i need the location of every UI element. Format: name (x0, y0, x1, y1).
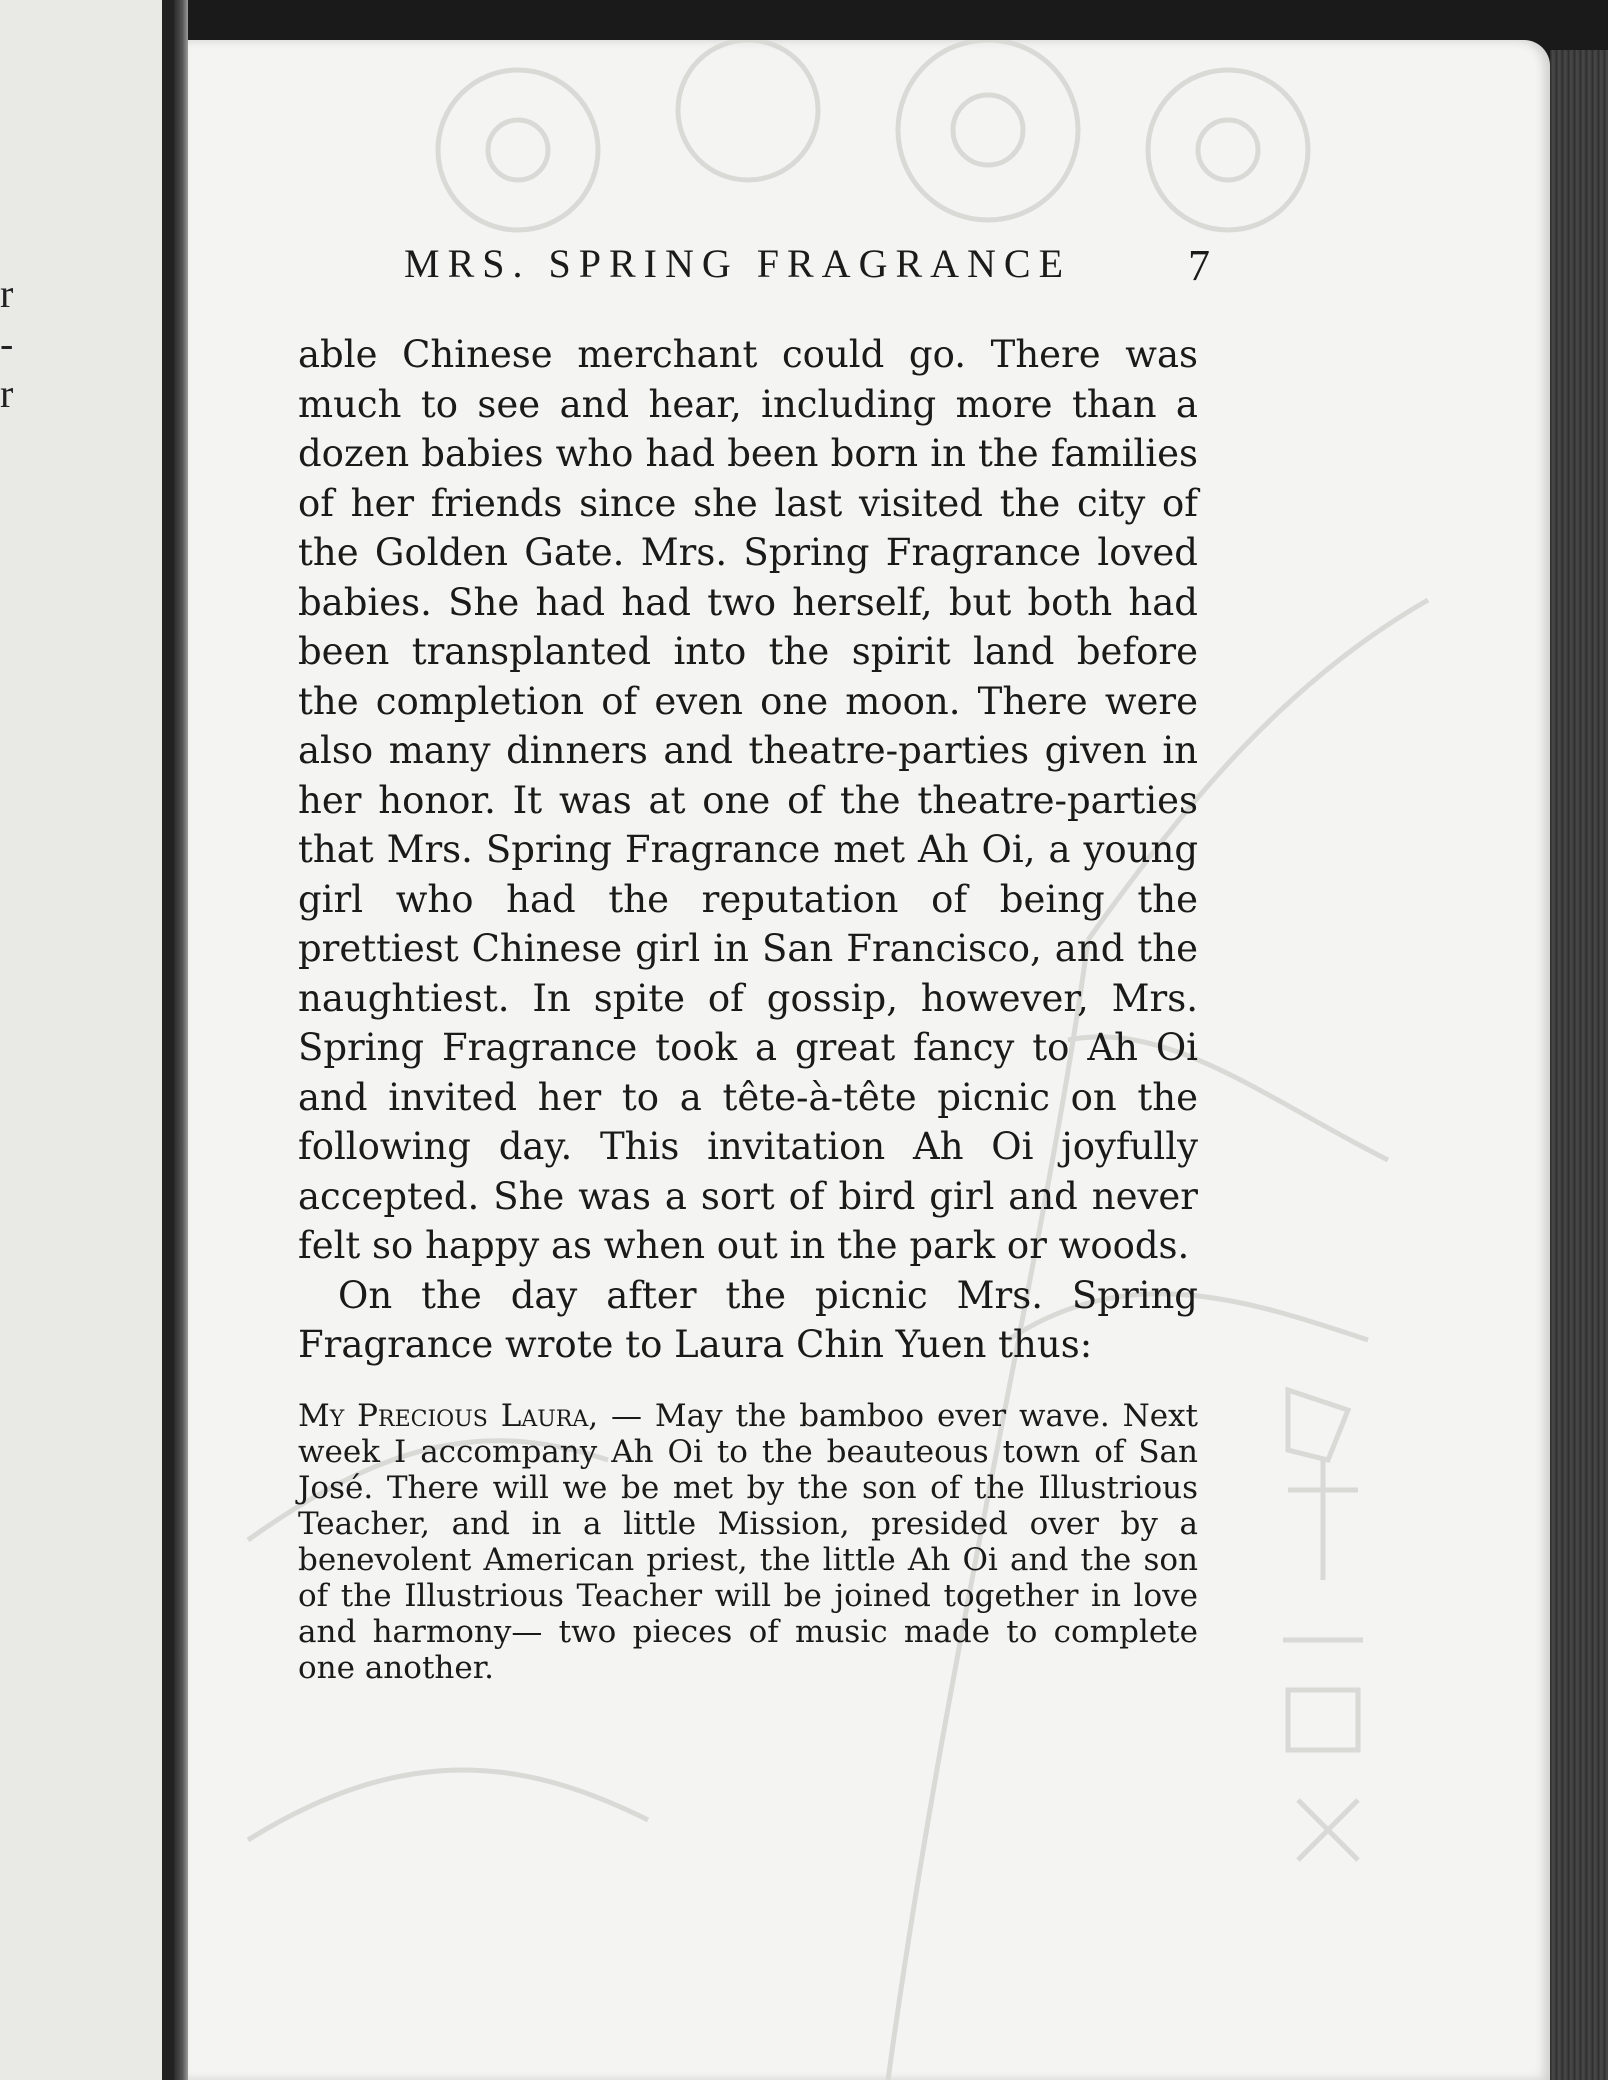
letter-text: — May the bamboo ever wave. Next week I accompany Ah Oi to the beauteous town of San José. There will we be met by the son of the Illustrious Teacher, and in a little Mission, presided over by a benevolent American priest, the little Ah Oi and the son of the Illustrious Teacher will be joined together in love and harmony— two pieces of music made to complete one another. (298, 1397, 1198, 1686)
left-page-fragment: r (0, 271, 14, 316)
page-border-rule (162, 0, 174, 2080)
left-page-fragment: r (0, 371, 14, 416)
page-number: 7 (1188, 241, 1210, 290)
letter-excerpt (298, 1398, 1198, 1686)
page-body (298, 330, 1198, 1686)
book-gutter (174, 0, 188, 2080)
running-title: MRS. SPRING FRAGRANCE (404, 241, 1072, 286)
paragraph: On the day after the picnic Mrs. Spring Fragrance wrote to Laura Chin Yuen thus: (298, 1273, 1198, 1366)
paragraph: able Chinese merchant could go. There was much to see and hear, including more than a dozen babies who had been born in the families of her friends since she last visited the city of the Golden Gate. Mrs. Spring Fragrance loved babies. She had had two herself, but both had been transplanted into the spirit land before the completion of even one moon. There were also many dinners and theatre-parties given in her honor. It was at one of the theatre-parties that Mrs. Spring Fragrance met Ah Oi, a young girl who had the reputation of being the prettiest Chinese girl in San Francisco, and the naughtiest. In spite of gossip, however, Mrs. Spring Fragrance took a great fancy to Ah Oi and invited her to a tête-à-tête picnic on the following day. This invitation Ah Oi joyfully accepted. She was a sort of bird girl and never felt so happy as when out in the park or woods. (298, 333, 1198, 1267)
book-page (188, 40, 1550, 2080)
letter-salutation: My Precious Laura, (298, 1397, 599, 1434)
left-page-fragment: - (0, 321, 14, 366)
page-block-edge (1550, 50, 1608, 2080)
previous-page-edge (0, 0, 172, 2080)
running-head (188, 240, 1550, 320)
